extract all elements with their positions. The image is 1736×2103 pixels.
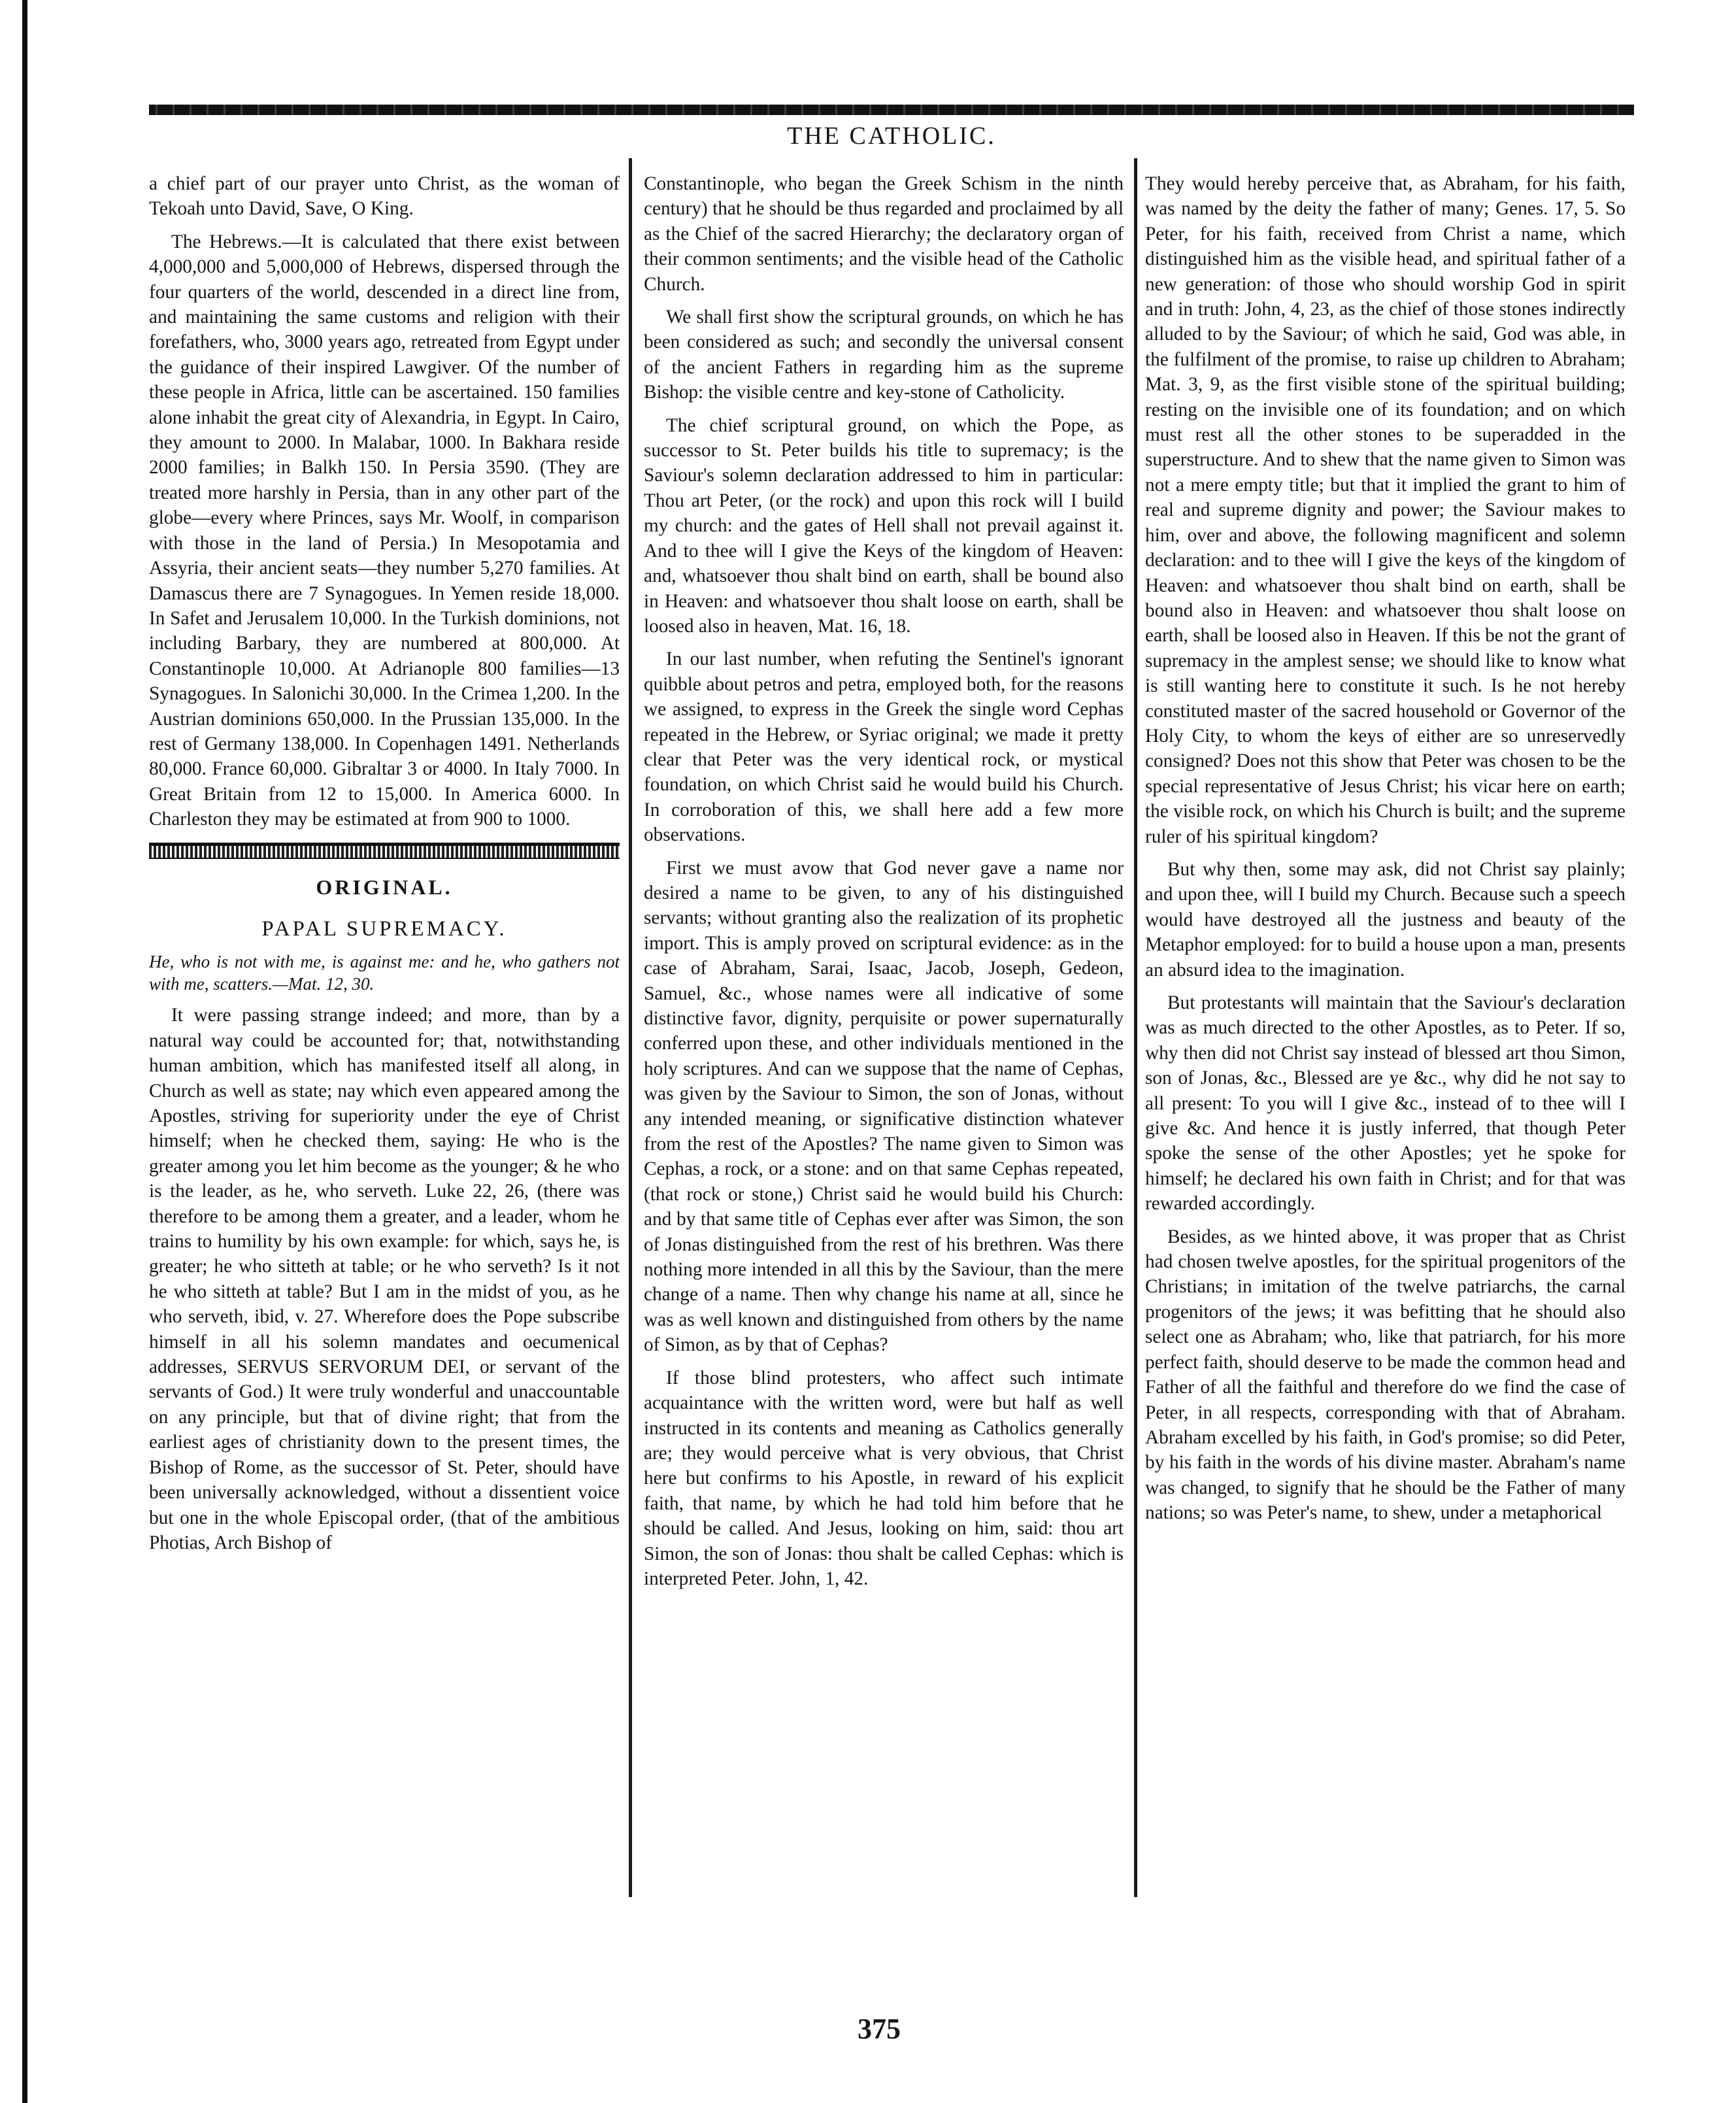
- paragraph: Besides, as we hinted above, it was proper that as Christ had chosen twelve apostles, for the spiritual progenitors of the Christians; in imitation of the twelve patriarchs, the carnal progenitors of the jews; it was befitting that he should also select one as Abraham; who, like that patriarch, for his more perfect faith, should deserve to be made the common head and Father of all the faithful and therefore do we find the case of Peter, in all respects, corresponding with that of Abraham. Abraham excelled by his faith, in God's promise; so did Peter, by his faith in the words of his divine master. Abraham's name was changed, to signify that he should be the Father of many nations; so was Peter's name, to shew, under a metaphorical: [1145, 1226, 1626, 1524]
- column-3: [1145, 171, 1626, 1534]
- hebrews-article: The Hebrews.—It is calculated that there exist between 4,000,000 and 5,000,000 of Hebrews, dispersed through the four quarters of the world, descended in a direct line from, and maintaining the same customs and religion with their forefathers, who, 3000 years ago, retreated from Egypt under the guidance of their inspired Lawgiver. Of the number of these people in Africa, little can be ascertained. 150 families alone inhabit the great city of Alexandria, in Egypt. In Cairo, they amount to 2000. In Malabar, 1000. In Bakhara reside 2000 families; in Balkh 150. In Persia 3590. (They are treated more harshly in Persia, than in any other part of the globe—every where Princes, says Mr. Woolf, in comparison with those in the land of Persia.) In Mesopotamia and Assyria, their ancient seats—they number 5,270 families. At Damascus there are 7 Synagogues. In Yemen reside 18,000. In Safet and Jerusalem 10,000. In the Turkish dominions, not including Barbary, they are numbered at 800,000. At Constantinople 10,000. At Adrianople 800 families—13 Synagogues. In Salonichi 30,000. In the Crimea 1,200. In the Austrian dominions 650,000. In the Prussian 135,000. In the rest of Germany 138,000. In Copenhagen 1491. Netherlands 80,000. France 60,000. Gibraltar 3 or 4000. In Italy 7000. In Great Britain from 12 to 15,000. In America 6000. In Charleston they may be estimated at from 900 to 1000.: [149, 231, 620, 830]
- paragraph: If those blind protesters, who affect such intimate acquaintance with the written word, were but half as well instructed in its contents and meaning as Catholics generally are; they would perceive what is very obvious, that Christ here but confirms to his Apostle, in reward of his explicit faith, that name, by which he had told him before that he should be called. And Jesus, looking on him, said: thou art Simon, the son of Jonas: thou shalt be called Cephas: which is interpreted Peter. John, 1, 42.: [644, 1367, 1124, 1589]
- column-2: [644, 171, 1124, 1599]
- paragraph: But protestants will maintain that the Saviour's declaration was as much directed to the other Apostles, as to Peter. If so, why then did not Christ say instead of blessed art thou Simon, son of Jonas, &c., Blessed are ye &c., why did he not say to all present: To you will I give &c., instead of to thee will I give &c. And hence it is justly inferred, that though Peter spoke the sense of the other Apostles; yet he spoke for himself; he declared his own faith in Christ; and for that was rewarded accordingly.: [1145, 992, 1626, 1215]
- paragraph: First we must avow that God never gave a name nor desired a name to be given, to any of his distinguished servants; without granting also the realization of its prophetic import. This is amply proved on scriptural evidence: as in the case of Abraham, Sarai, Isaac, Jacob, Joseph, Gedeon, Samuel, &c., whose names were all indicative of some distinctive favor, dignity, perquisite or power supernaturally conferred upon these, and other individuals mentioned in the holy scriptures. And can we suppose that the name of Cephas, was given by the Saviour to Simon, the son of Jonas, without any intended meaning, or significative distinction whatever from the rest of the Apostles? The name given to Simon was Cephas, a rock, or a stone: and on that same Cephas repeated, (that rock or stone,) Christ said he would build his Church: and by that same title of Cephas ever after was Simon, the son of Jonas distinguished from the rest of his brethren. Was there nothing more intended in all this by the Saviour, than the mere change of a name. Then why change his name at all, since he was as well known and distinguished from others by the name of Simon, as by that of Cephas?: [644, 857, 1124, 1356]
- paragraph: In our last number, when refuting the Sentinel's ignorant quibble about petros and petra, employed both, for the reasons we assigned, to express in the Greek the single word Cephas repeated in the Hebrew, or Syriac original; we made it pretty clear that Peter was the very identical rock, or mystical foundation, on which Christ said he would build his Church. In corroboration of this, we shall here add a few more observations.: [644, 648, 1124, 846]
- section-heading: ORIGINAL.: [316, 875, 453, 899]
- paragraph: Constantinople, who began the Greek Schism in the ninth century) that he should be thus regarded and proclaimed by all as the Chief of the sacred Hierarchy; the declaratory organ of their common sentiments; and the visible head of the Catholic Church.: [644, 173, 1124, 295]
- column-rule-right: [1134, 158, 1137, 1897]
- header-rule: [149, 105, 1634, 115]
- section-divider: [149, 843, 620, 859]
- epigraph: He, who is not with me, is against me: and he, who gathers not with me, scatters.—Mat. 12, 30.: [149, 952, 620, 994]
- running-head: THE CATHOLIC.: [787, 122, 996, 150]
- paragraph: a chief part of our prayer unto Christ, as the woman of Tekoah unto David, Save, O King.: [149, 173, 620, 220]
- paragraph: They would hereby perceive that, as Abraham, for his faith, was named by the deity the father of many; Genes. 17, 5. So Peter, for his faith, received from Christ a name, which distinguished him as the visible head, and spiritual father of a new generation: of those who should worship God in spirit and in truth: John, 4, 23, as the chief of those stones indirectly alluded to by the Saviour; of which he said, God was able, in the fulfilment of the promise, to raise up children to Abraham; Mat. 3, 9, as the first visible stone of the spiritual building; resting on the invisible one of its foundation; and on which must rest all the other stones to be superadded in the superstructure. And to shew that the name given to Simon was not a mere empty title; but that it implied the grant to him of real and supreme dignity and power; the Saviour makes to him, over and above, the following magnificent and solemn declaration: and to thee will I give the keys of the kingdom of Heaven: and whatsoever thou shalt bind on earth, shall be bound also in Heaven: and whatsoever thou shalt loose on earth, shall be loosed also in Heaven. If this be not the grant of supremacy in the amplest sense; we should like to know what is still wanting here to constitute it such. Is he not hereby constituted master of the sacred household or Governor of the Holy City, to whom the keys of either are so unreservedly consigned? Does not this show that Peter was chosen to be the special representative of Jesus Christ; his vicar here on earth; the visible rock, on which his Church is built; and the supreme ruler of his spiritual kingdom?: [1145, 173, 1626, 847]
- paragraph: It were passing strange indeed; and more, than by a natural way could be accounted for; that, notwithstanding human ambition, which has manifested itself all along, in Church as well as state; nay which even appeared among the Apostles, striving for superiority under the eye of Christ himself; when he checked them, saying: He who is the greater among you let him become as the younger; & he who is the leader, as he, who serveth. Luke 22, 26, (there was therefore to be among them a greater, and a leader, whom he trains to humility by his own example: for which, says he, is greater; he who sitteth at table; or he who serveth? Is it not he who sitteth at table? But I am in the midst of you, as he who serveth, ibid, v. 27. Wherefore does the Pope subscribe himself in all his solemn mandates and oecumenical addresses, SERVUS SERVORUM DEI, or servant of the servants of God.) It were truly wonderful and unaccountable on any principle, but that of divine right; that from the earliest ages of christianity down to the present times, the Bishop of Rome, as the successor of St. Peter, should have been universally acknowledged, without a dissentient voice but one in the whole Episcopal order, (that of the ambitious Photias, Arch Bishop of: [149, 1005, 620, 1553]
- paragraph: But why then, some may ask, did not Christ say plainly; and upon thee, will I build my Church. Because such a speech would have destroyed all the justness and beauty of the Metaphor employed: for to build a house upon a man, presents an absurd idea to the imagination.: [1145, 858, 1626, 981]
- column-1: [149, 171, 620, 1563]
- page-binding-edge: [22, 0, 27, 2103]
- paragraph: The chief scriptural ground, on which the Pope, as successor to St. Peter builds his title to supremacy; is the Saviour's solemn declaration addressed to him in particular: Thou art Peter, (or the rock) and upon this rock will I build my church: and the gates of Hell shall not prevail against it. And to thee will I give the Keys of the kingdom of Heaven: and, whatsoever thou shalt bind on earth, shall be bound also in Heaven: and whatsoever thou shalt loose on earth, shall be loosed also in heaven, Mat. 16, 18.: [644, 414, 1124, 637]
- column-rule-left: [629, 158, 632, 1897]
- article-title: PAPAL SUPREMACY.: [261, 917, 507, 941]
- page-number: 375: [858, 2013, 901, 2045]
- paragraph: We shall first show the scriptural grounds, on which he has been considered as such; and secondly the universal consent of the ancient Fathers in regarding him as the supreme Bishop: the visible centre and key-stone of Catholicity.: [644, 307, 1124, 403]
